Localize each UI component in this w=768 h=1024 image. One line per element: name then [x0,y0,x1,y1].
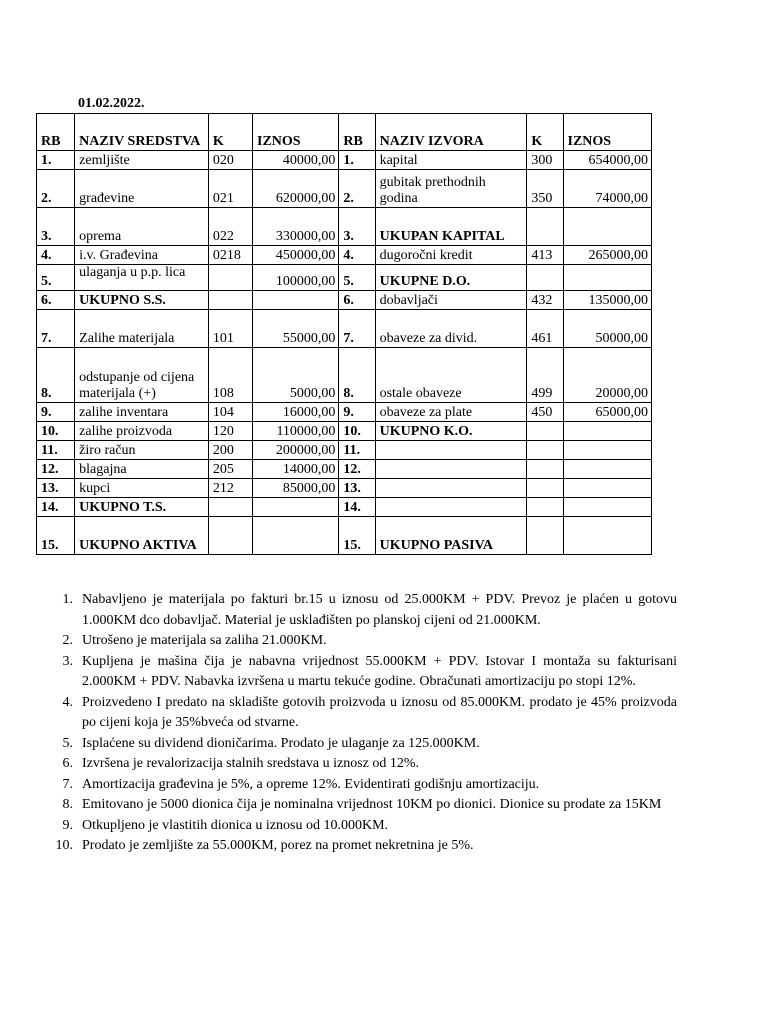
amount-cell: 5000,00 [253,348,339,403]
account-cell: 021 [208,170,252,208]
amount-cell: 200000,00 [253,441,339,460]
amount-cell: 14000,00 [253,460,339,479]
amount-cell [253,498,339,517]
account-cell [208,265,252,291]
asset-name-cell: UKUPNO S.S. [75,291,209,310]
header-rb-left: RB [37,114,75,151]
rb-cell: 7. [37,310,75,348]
table-header-row [37,114,652,151]
source-name-cell [375,441,527,460]
account-cell [527,422,563,441]
table-row [37,422,652,441]
asset-name-cell: UKUPNO AKTIVA [75,517,209,555]
amount-cell [563,498,652,517]
asset-name-cell: žiro račun [75,441,209,460]
task-item [36,652,677,693]
source-name-cell: UKUPAN KAPITAL [375,208,527,246]
task-text: Proizvedeno I predato na skladište gotovih proizvoda u iznosu od 85.000KM. prodato je 45% proizvoda po cijeni koja je 35%bveća od stvarne. [82,694,677,730]
amount-cell [563,208,652,246]
table-row [37,310,652,348]
balance-sheet-table [36,113,652,555]
task-text: Emitovano je 5000 dionica čija je nominalna vrijednost 10KM po dionici. Dionice su prodate za 15KM [82,797,662,812]
source-name-cell: UKUPNO PASIVA [375,517,527,555]
task-text: Isplaćene su dividend dioničarima. Prodato je ulaganje za 125.000KM. [82,735,480,751]
account-cell [527,208,563,246]
rb-cell: 14. [37,498,75,517]
table-row [37,517,652,555]
rb-cell: 10. [37,422,75,441]
task-number: 5. [62,735,73,751]
asset-name-cell: odstupanje od cijena materijala (+) [75,348,209,403]
amount-cell: 654000,00 [563,151,652,170]
task-number: 9. [62,817,73,833]
asset-name-cell: kupci [75,479,209,498]
task-item [36,693,677,734]
amount-cell [563,460,652,479]
rb-cell: 9. [37,403,75,422]
task-number: 10. [55,838,73,853]
rb-cell: 2. [339,170,375,208]
rb-cell: 4. [339,246,375,265]
task-text: Nabavljeno je materijala po fakturi br.15 u iznosu od 25.000KM + PDV. Prevoz je plaćen u gotovu 1.000KM dco dobavljač. Material je usklađišten po planskoj cijeni od 21.000KM. [82,592,677,628]
amount-cell [563,422,652,441]
asset-name-cell: Zalihe materijala [75,310,209,348]
asset-name-cell: UKUPNO T.S. [75,498,209,517]
account-cell [527,498,563,517]
amount-cell [563,265,652,291]
header-naziv-izvora: NAZIV IZVORA [375,114,527,151]
account-cell: 120 [208,422,252,441]
source-name-cell: dugoročni kredit [375,246,527,265]
table-row [37,498,652,517]
amount-cell: 330000,00 [253,208,339,246]
amount-cell [563,517,652,555]
rb-cell: 6. [37,291,75,310]
task-text: Amortizacija građevina je 5%, a opreme 12%. Evidentirati godišnju amortizaciju. [82,776,540,792]
amount-cell: 65000,00 [563,403,652,422]
task-item [36,816,677,837]
source-name-cell: UKUPNE D.O. [375,265,527,291]
rb-cell: 3. [339,208,375,246]
account-cell: 300 [527,151,563,170]
account-cell [527,479,563,498]
table-row [37,479,652,498]
rb-cell: 11. [37,441,75,460]
task-item [36,795,677,816]
rb-cell: 10. [339,422,375,441]
table-row [37,348,652,403]
header-rb-right: RB [339,114,375,151]
task-number: 2. [62,633,73,648]
asset-name-cell: ulaganja u p.p. lica [75,265,209,291]
account-cell: 499 [527,348,563,403]
document-date: 01.02.2022. [78,96,145,111]
amount-cell: 55000,00 [253,310,339,348]
source-name-cell: dobavljači [375,291,527,310]
source-name-cell [375,498,527,517]
rb-cell: 9. [339,403,375,422]
source-name-cell [375,479,527,498]
rb-cell: 12. [37,460,75,479]
task-text: Kupljena je mašina čija je nabavna vrijednost 55.000KM + PDV. Istovar I montaža su fakturisani 2.000KM + PDV. Nabavka izvršena u martu tekuće godine. Obračunati amortizaciju po stopi 12%. [82,653,677,689]
account-cell [527,460,563,479]
amount-cell: 620000,00 [253,170,339,208]
table-row [37,403,652,422]
table-row [37,170,652,208]
amount-cell: 135000,00 [563,291,652,310]
task-number: 4. [62,694,73,710]
rb-cell: 11. [339,441,375,460]
account-cell: 104 [208,403,252,422]
account-cell: 212 [208,479,252,498]
table-row [37,246,652,265]
task-number: 8. [62,797,73,812]
rb-cell: 6. [339,291,375,310]
account-cell [527,265,563,291]
table-row [37,460,652,479]
table-row [37,441,652,460]
source-name-cell: obaveze za plate [375,403,527,422]
amount-cell [563,479,652,498]
rb-cell: 1. [37,151,75,170]
account-cell: 020 [208,151,252,170]
header-k-left: K [208,114,252,151]
task-list [36,590,677,857]
asset-name-cell: zemljište [75,151,209,170]
amount-cell: 100000,00 [253,265,339,291]
source-name-cell: kapital [375,151,527,170]
task-number: 7. [62,776,73,792]
amount-cell: 110000,00 [253,422,339,441]
header-naziv-sredstva: NAZIV SREDSTVA [75,114,209,151]
task-item [36,836,677,857]
account-cell [527,517,563,555]
rb-cell: 2. [37,170,75,208]
rb-cell: 12. [339,460,375,479]
task-text: Prodato je zemljište za 55.000KM, porez na promet nekretnina je 5%. [82,838,474,853]
asset-name-cell: građevine [75,170,209,208]
account-cell [208,291,252,310]
header-iznos-right: IZNOS [563,114,652,151]
table-row [37,265,652,291]
task-number: 3. [62,653,73,669]
account-cell: 350 [527,170,563,208]
task-number: 6. [62,756,73,771]
amount-cell [253,291,339,310]
rb-cell: 15. [339,517,375,555]
source-name-cell: ostale obaveze [375,348,527,403]
table-row [37,151,652,170]
amount-cell: 265000,00 [563,246,652,265]
rb-cell: 8. [37,348,75,403]
rb-cell: 8. [339,348,375,403]
rb-cell: 1. [339,151,375,170]
amount-cell: 16000,00 [253,403,339,422]
amount-cell [253,517,339,555]
account-cell: 461 [527,310,563,348]
asset-name-cell: i.v. Građevina [75,246,209,265]
account-cell: 200 [208,441,252,460]
amount-cell: 50000,00 [563,310,652,348]
account-cell: 0218 [208,246,252,265]
asset-name-cell: blagajna [75,460,209,479]
rb-cell: 13. [339,479,375,498]
task-text: Otkupljeno je vlastitih dionica u iznosu od 10.000KM. [82,817,389,833]
task-text: Izvršena je revalorizacija stalnih sredstava u iznosz od 12%. [82,756,420,771]
source-name-cell: obaveze za divid. [375,310,527,348]
rb-cell: 15. [37,517,75,555]
rb-cell: 5. [37,265,75,291]
rb-cell: 3. [37,208,75,246]
account-cell: 101 [208,310,252,348]
asset-name-cell: oprema [75,208,209,246]
account-cell: 413 [527,246,563,265]
amount-cell [563,441,652,460]
account-cell: 432 [527,291,563,310]
account-cell: 205 [208,460,252,479]
table-row [37,291,652,310]
header-iznos-left: IZNOS [253,114,339,151]
source-name-cell: gubitak prethodnih godina [375,170,527,208]
task-number: 1. [62,592,73,607]
account-cell [208,498,252,517]
source-name-cell: UKUPNO K.O. [375,422,527,441]
table-row [37,208,652,246]
asset-name-cell: zalihe inventara [75,403,209,422]
account-cell [208,517,252,555]
task-item [36,590,677,631]
header-k-right: K [527,114,563,151]
account-cell: 108 [208,348,252,403]
rb-cell: 7. [339,310,375,348]
amount-cell: 40000,00 [253,151,339,170]
account-cell: 450 [527,403,563,422]
rb-cell: 13. [37,479,75,498]
amount-cell: 74000,00 [563,170,652,208]
account-cell: 022 [208,208,252,246]
source-name-cell [375,460,527,479]
task-item [36,775,677,796]
task-text: Utrošeno je materijala sa zaliha 21.000KM. [82,633,327,648]
amount-cell: 450000,00 [253,246,339,265]
amount-cell: 85000,00 [253,479,339,498]
task-item [36,631,677,652]
rb-cell: 5. [339,265,375,291]
rb-cell: 4. [37,246,75,265]
amount-cell: 20000,00 [563,348,652,403]
task-item [36,754,677,775]
rb-cell: 14. [339,498,375,517]
account-cell [527,441,563,460]
asset-name-cell: zalihe proizvoda [75,422,209,441]
task-item [36,734,677,755]
